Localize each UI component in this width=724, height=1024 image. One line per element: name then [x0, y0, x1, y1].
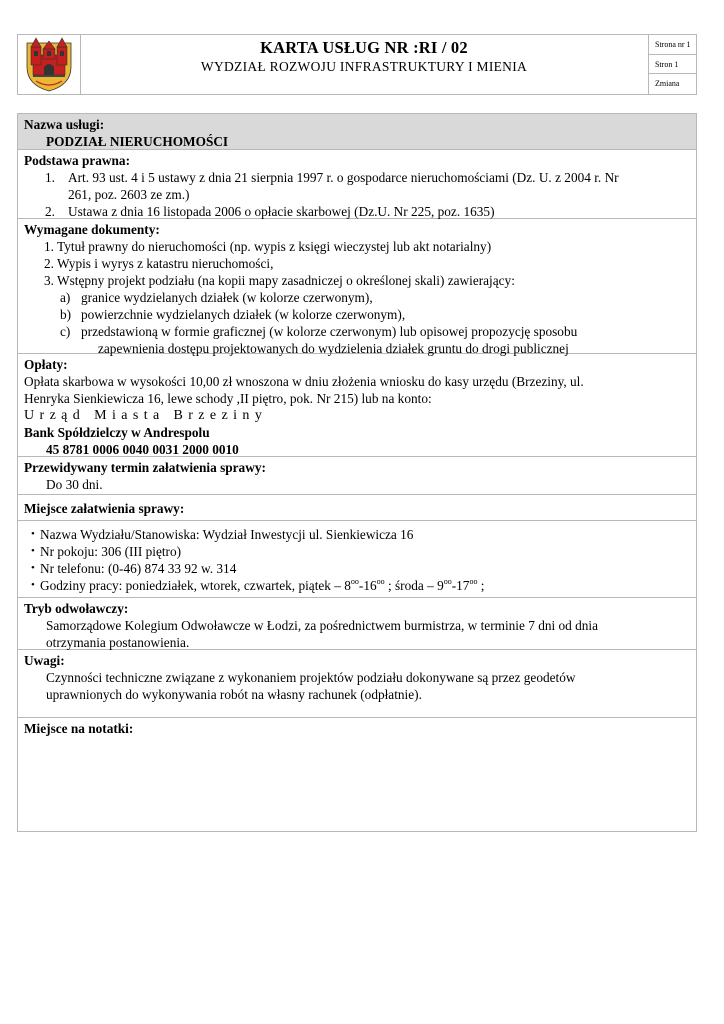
section-appeal	[18, 598, 696, 650]
legal-basis-heading: Podstawa prawna:	[24, 153, 131, 168]
place-heading: Miejsce załatwienia sprawy:	[24, 501, 185, 516]
room-number: Nr pokoju: 306 (III piętro)	[40, 544, 182, 559]
notes-heading: Uwagi:	[24, 653, 65, 668]
office-hours	[40, 578, 484, 593]
appeal-text: otrzymania postanowienia.	[46, 635, 190, 650]
subitem-letter: a)	[60, 290, 71, 305]
document-item: 1. Tytuł prawny do nieruchomości (np. wypis z księgi wieczystej lub akt notarialny)	[44, 239, 492, 254]
card-title: KARTA USŁUG NR :RI / 02	[260, 38, 468, 57]
place-item	[18, 543, 696, 560]
legal-basis-text: 261, poz. 2603 ze zm.)	[68, 187, 190, 202]
section-service-name	[18, 114, 696, 150]
deadline-value: Do 30 dni.	[46, 477, 103, 492]
notes-text: uprawnionych do wykonywania robót na własny rachunek (odpłatnie).	[46, 687, 422, 702]
legal-basis-item	[18, 203, 696, 220]
hours-superscript: oo	[376, 577, 385, 586]
appeal-text: Samorządowe Kolegium Odwoławcze w Łodzi, za pośrednictwem burmistrza, w terminie 7 dni od dnia	[46, 618, 599, 633]
legal-basis-text: Art. 93 ust. 4 i 5 ustawy z dnia 21 sierpnia 1997 r. o gospodarce nieruchomościami (Dz. U. z 2004 r. Nr	[68, 170, 619, 185]
service-name-heading: Nazwa usługi:	[24, 117, 105, 132]
coat-of-arms	[18, 35, 81, 94]
section-legal-basis	[18, 150, 696, 219]
phone-number: Nr telefonu: (0-46) 874 33 92 w. 314	[40, 561, 237, 576]
documents-heading: Wymagane dokumenty:	[24, 222, 160, 237]
bullet-icon: •	[31, 579, 35, 591]
notepad-heading: Miejsce na notatki:	[24, 721, 134, 736]
place-item	[18, 577, 696, 594]
bullet-icon: •	[31, 545, 35, 557]
page-number: Strona nr 1	[649, 35, 697, 55]
hours-superscript: oo	[443, 577, 452, 586]
revision: Zmiana	[655, 79, 680, 89]
bullet-icon: •	[31, 528, 35, 540]
section-notepad	[18, 718, 696, 831]
document-subitem	[18, 306, 696, 323]
hours-text: ; środa – 9	[384, 578, 444, 593]
fees-heading: Opłaty:	[24, 357, 68, 372]
legal-basis-text: Ustawa z dnia 16 listopada 2006 o opłacie skarbowej (Dz.U. Nr 225, poz. 1635)	[68, 204, 495, 219]
place-item	[18, 560, 696, 577]
item-number: 1.	[45, 170, 55, 185]
place-item	[18, 526, 696, 543]
bank-name: Bank Spółdzielczy w Andrespolu	[24, 425, 210, 440]
hours-superscript: oo	[469, 577, 478, 586]
hours-text: -17	[451, 578, 470, 593]
legal-basis-item	[18, 169, 696, 203]
document-item: 2. Wypis i wyrys z katastru nieruchomości,	[44, 256, 274, 271]
document-header	[17, 34, 697, 95]
section-notes	[18, 650, 696, 718]
fees-text: Henryka Sienkiewicza 16, lewe schody ,II piętro, pok. Nr 215) lub na konto:	[24, 391, 432, 406]
service-name-value: PODZIAŁ NIERUCHOMOŚCI	[46, 134, 229, 149]
notes-text: Czynności techniczne związane z wykonaniem projektów podziału dokonywane są przez geodetów	[46, 670, 576, 685]
appeal-heading: Tryb odwoławczy:	[24, 601, 129, 616]
section-fees	[18, 354, 696, 457]
page-meta	[648, 35, 697, 94]
bank-account-number: 45 8781 0006 0040 0031 2000 0010	[46, 442, 239, 457]
department-location: Nazwa Wydziału/Stanowiska: Wydział Inwestycji ul. Sienkiewicza 16	[40, 527, 414, 542]
hours-superscript: oo	[350, 577, 359, 586]
subitem-text: powierzchnie wydzielanych działek (w kolorze czerwonym),	[81, 307, 406, 322]
hours-text: -16	[358, 578, 377, 593]
department-name: WYDZIAŁ ROZWOJU INFRASTRUKTURY I MIENIA	[200, 59, 528, 74]
hours-text: ;	[477, 578, 485, 593]
subitem-text: granice wydzielanych działek (w kolorze czerwonym),	[81, 290, 373, 305]
section-required-documents	[18, 219, 696, 354]
subitem-text: zapewnienia dostępu projektowanych do wydzielenia działek gruntu do drogi publicznej	[98, 341, 569, 356]
header-titles	[80, 35, 648, 94]
hours-text: Godziny pracy: poniedziałek, wtorek, czwartek, piątek – 8	[40, 578, 351, 593]
document-subitem	[18, 323, 696, 357]
subitem-letter: c)	[60, 324, 71, 339]
section-place-heading	[18, 495, 696, 521]
deadline-heading: Przewidywany termin załatwienia sprawy:	[24, 460, 266, 475]
item-number: 2.	[45, 204, 55, 219]
service-card	[17, 113, 697, 832]
document-subitem	[18, 289, 696, 306]
fees-text: Opłata skarbowa w wysokości 10,00 zł wnoszona w dniu złożenia wniosku do kasy urzędu (Brzeziny, ul.	[24, 374, 584, 389]
section-place-details	[18, 521, 696, 598]
subitem-text: przedstawioną w formie graficznej (w kolorze czerwonym) lub opisowej propozycję sposobu	[81, 324, 578, 339]
office-name: Urząd Miasta Brzeziny	[24, 408, 268, 423]
bullet-icon: •	[31, 562, 35, 574]
page-count: Stron 1	[649, 55, 697, 75]
document-item: 3. Wstępny projekt podziału (na kopii mapy zasadniczej o określonej skali) zawierający:	[44, 273, 515, 288]
coat-of-arms-icon	[24, 37, 74, 92]
section-deadline	[18, 457, 696, 495]
subitem-letter: b)	[60, 307, 72, 322]
